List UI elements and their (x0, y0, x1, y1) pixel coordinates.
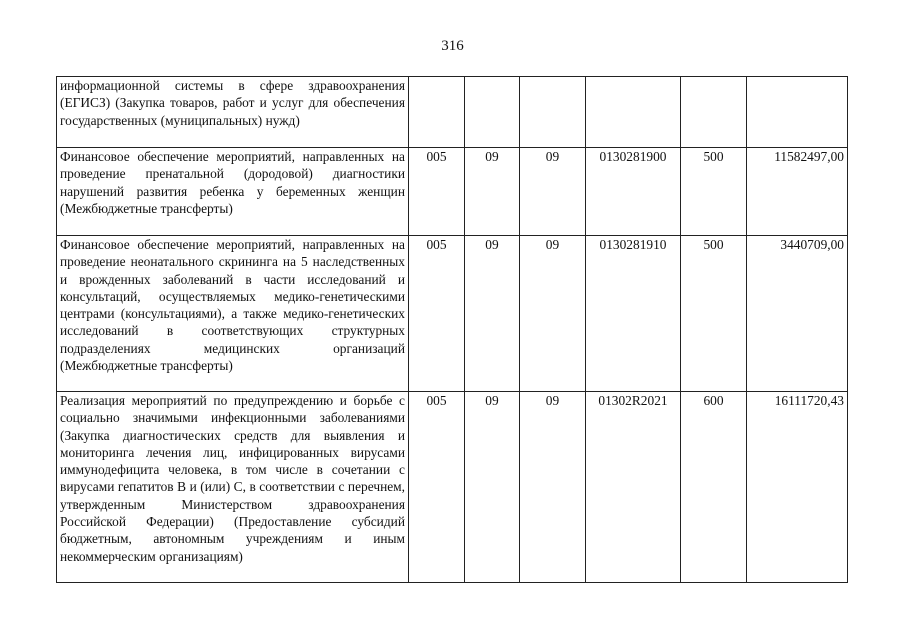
expense-type-code (681, 77, 747, 148)
section-code: 09 (465, 392, 520, 583)
page-number: 316 (441, 38, 464, 54)
table-row (57, 77, 848, 148)
target-article-code: 0130281910 (586, 236, 681, 392)
section-code: 09 (465, 148, 520, 236)
expense-type-code: 600 (681, 392, 747, 583)
target-article-code: 0130281900 (586, 148, 681, 236)
amount (747, 77, 848, 148)
amount: 3440709,00 (747, 236, 848, 392)
subsection-code (520, 77, 586, 148)
table-row (57, 148, 848, 236)
target-article-code (586, 77, 681, 148)
row-description: Финансовое обеспечение мероприятий, направленных на проведение неонатального скрининга на 5 наследственных и врожденных заболеваний в части исследований и консультаций, осуществляемых медико-генетическими центрами (консультациями), а также медико-генетических исследований в соответствующих структурных подразделениях медицинских организаций (Межбюджетные трансферты) (57, 236, 409, 392)
budget-table (56, 76, 848, 583)
table-row (57, 236, 848, 392)
row-description: Финансовое обеспечение мероприятий, направленных на проведение пренатальной (дородовой) диагностики нарушений развития ребенка у беременных женщин (Межбюджетные трансферты) (57, 148, 409, 236)
row-description: Реализация мероприятий по предупреждению и борьбе с социально значимыми инфекционными заболеваниями (Закупка диагностических средств для выявления и мониторинга лечения лиц, инфицированных вирусами иммунодефицита человека, в том числе в сочетании с вирусами гепатитов В и (или) С, в соответствии с перечнем, утвержденным Министерством здравоохранения Российской Федерации) (Предоставление субсидий бюджетным, автономным учреждениям и иным некоммерческим организациям) (57, 392, 409, 583)
section-code: 09 (465, 236, 520, 392)
expense-type-code: 500 (681, 148, 747, 236)
expense-type-code: 500 (681, 236, 747, 392)
subsection-code: 09 (520, 236, 586, 392)
row-description: информационной системы в сфере здравоохранения (ЕГИСЗ) (Закупка товаров, работ и услуг для обеспечения государственных (муниципальных) нужд) (57, 77, 409, 148)
section-code (465, 77, 520, 148)
table-row (57, 392, 848, 583)
target-article-code: 01302R2021 (586, 392, 681, 583)
amount: 16111720,43 (747, 392, 848, 583)
amount: 11582497,00 (747, 148, 848, 236)
subsection-code: 09 (520, 148, 586, 236)
ministry-code: 005 (409, 236, 465, 392)
ministry-code (409, 77, 465, 148)
subsection-code: 09 (520, 392, 586, 583)
ministry-code: 005 (409, 148, 465, 236)
ministry-code: 005 (409, 392, 465, 583)
